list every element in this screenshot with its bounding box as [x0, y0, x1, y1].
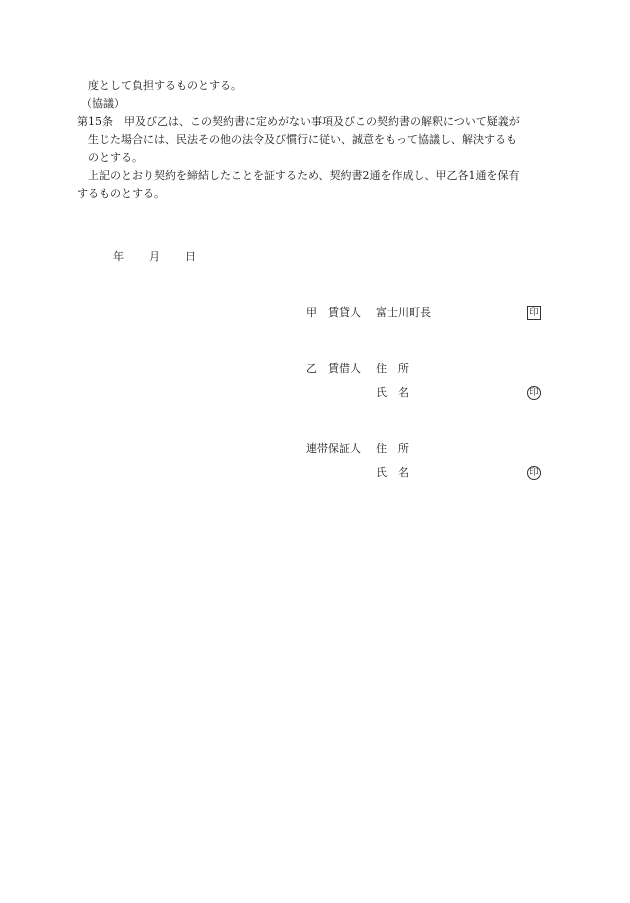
closing-line: 上記のとおり契約を締結したことを証するため、契約書2通を作成し、甲乙各1通を保有 — [88, 169, 520, 182]
party-a-role: 甲 賃貸人 — [306, 306, 361, 319]
contract-body — [77, 77, 555, 203]
article-15-line: 生じた場合には、民法その他の法令及び慣行に従い、誠意をもって協議し、解決するも — [88, 133, 517, 146]
guarantor-address-label: 住 所 — [376, 442, 409, 455]
date-day-label: 日 — [185, 250, 196, 263]
article-15-line: 第15条 甲及び乙は、この契約書に定めがない事項及びこの契約書の解釈について疑義が — [77, 115, 520, 128]
party-b-name-label: 氏 名 — [376, 386, 409, 399]
guarantor-name-label: 氏 名 — [376, 466, 409, 479]
date-year-label: 年 — [113, 250, 124, 263]
article-heading: （協議） — [81, 97, 125, 110]
party-b-address-label: 住 所 — [376, 362, 409, 375]
article-15-line: のとする。 — [88, 151, 143, 164]
text-line: 度として負担するものとする。 — [88, 79, 242, 92]
guarantor-role: 連帯保証人 — [306, 442, 361, 455]
seal-round-icon: 印 — [527, 466, 541, 480]
seal-square-icon: 印 — [527, 306, 541, 320]
seal-round-icon: 印 — [527, 386, 541, 400]
closing-line: するものとする。 — [77, 187, 165, 200]
date-month-label: 月 — [149, 250, 160, 263]
party-b-role: 乙 賃借人 — [306, 362, 361, 375]
party-a-name: 富士川町長 — [376, 306, 431, 319]
